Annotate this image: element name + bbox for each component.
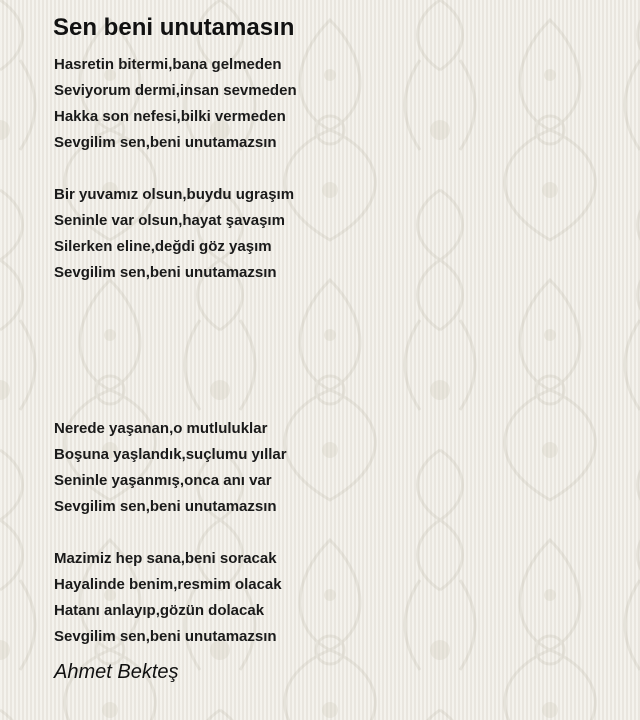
stanza-2	[54, 182, 614, 286]
poem-line: Sevgilim sen,beni unutamazsın	[54, 264, 277, 281]
poem-line: Bir yuvamız olsun,buydu ugraşım	[54, 186, 295, 203]
poem-line: Seninle var olsun,hayat şavaşım	[54, 212, 285, 229]
poem-line: Seviyorum dermi,insan sevmeden	[54, 82, 297, 99]
poem-line: Sevgilim sen,beni unutamazsın	[54, 628, 277, 645]
poem-line: Sevgilim sen,beni unutamazsın	[54, 498, 277, 515]
stanza-gap	[54, 520, 614, 546]
stanza-gap	[54, 156, 614, 182]
poem-title: Sen beni unutamasın	[53, 14, 295, 41]
stanza-1	[54, 52, 614, 156]
poem-line: Boşuna yaşlandık,suçlumu yıllar	[54, 446, 287, 463]
poem-line: Mazimiz hep sana,beni soracak	[54, 550, 277, 567]
poem-line: Seninle yaşanmış,onca anı var	[54, 472, 272, 489]
poem-line: Hatanı anlayıp,gözün dolacak	[54, 602, 265, 619]
poem-body	[54, 52, 614, 650]
poem-line: Hasretin bitermi,bana gelmeden	[54, 56, 282, 73]
poem-line: Hayalinde benim,resmim olacak	[54, 576, 282, 593]
poem-line: Hakka son nefesi,bilki vermeden	[54, 108, 286, 125]
stanza-gap	[54, 286, 614, 416]
poem-line: Silerken eline,değdi göz yaşım	[54, 238, 272, 255]
poem-line: Nerede yaşanan,o mutluluklar	[54, 420, 268, 437]
poem-line: Sevgilim sen,beni unutamazsın	[54, 134, 277, 151]
stanza-4	[54, 546, 614, 650]
poem-author: Ahmet Bekteş	[54, 661, 179, 683]
stanza-3	[54, 416, 614, 520]
